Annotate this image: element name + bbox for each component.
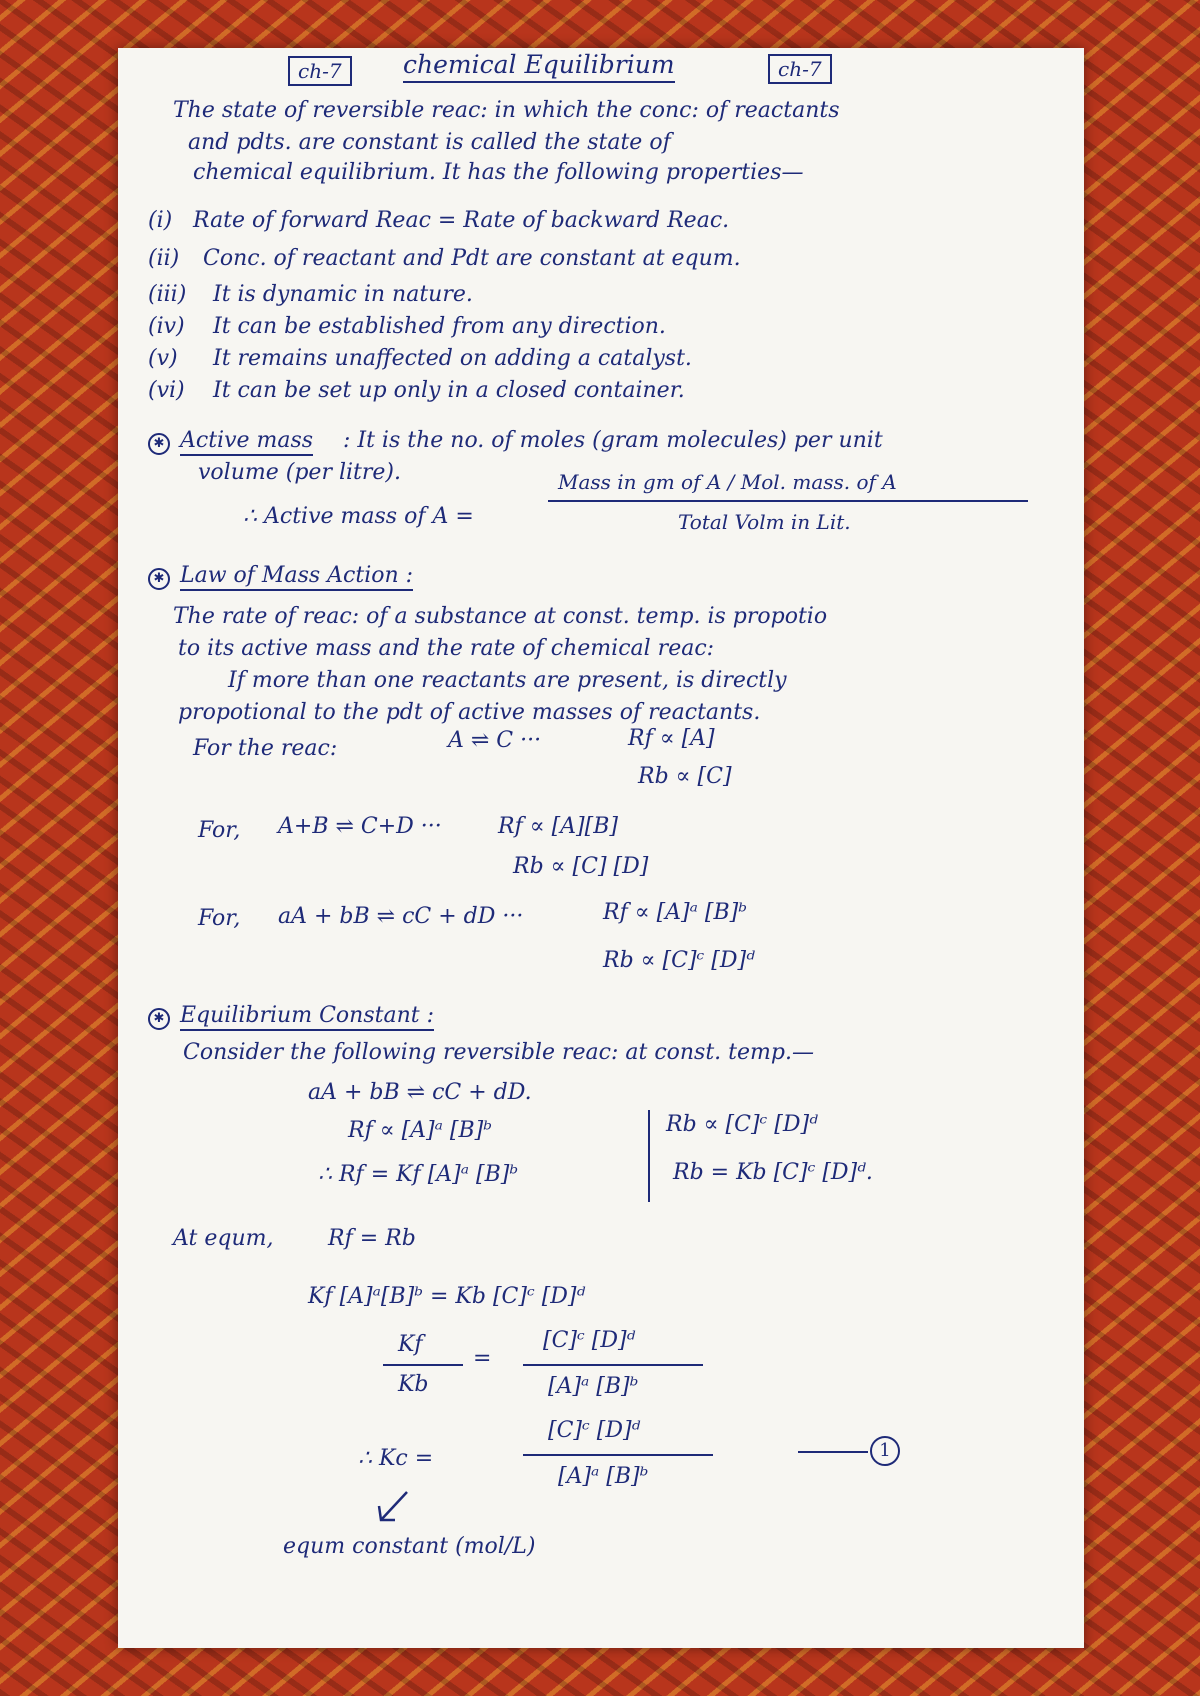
case1-rate-backward: Rb ∝ [C] (638, 764, 732, 789)
eq-const-rf-eq: ∴ Rf = Kf [A]ᵃ [B]ᵇ (318, 1162, 519, 1187)
chapter-tag-right: ch-7 (768, 54, 832, 84)
property-text: It remains unaffected on adding a catalyst. (213, 346, 692, 371)
law-line-1: The rate of reac: of a substance at const. temp. is propotio (173, 604, 828, 629)
bullet-star-icon: ✱ (148, 433, 170, 455)
kc-label: ∴ Kc = (358, 1446, 434, 1471)
case3-rate-forward: Rf ∝ [A]ᵃ [B]ᵇ (603, 900, 748, 925)
active-mass-denominator: Total Volm in Lit. (678, 510, 851, 534)
kb-denominator: Kb (398, 1372, 429, 1397)
kc-numerator: [C]ᶜ [D]ᵈ (548, 1418, 641, 1443)
property-text: Rate of forward Reac = Rate of backward Reac. (193, 208, 730, 233)
equation-number: 1 (870, 1436, 900, 1466)
case3-equation: aA + bB ⇌ cC + dD ··· (278, 904, 524, 929)
fraction-bar (523, 1454, 713, 1456)
kf-kb-equation: Kf [A]ᵃ[B]ᵇ = Kb [C]ᶜ [D]ᵈ (308, 1284, 586, 1309)
property-num: (v) (148, 346, 178, 371)
eq-const-rb-prop: Rb ∝ [C]ᶜ [D]ᵈ (666, 1112, 818, 1137)
ratio-numerator: [C]ᶜ [D]ᵈ (543, 1328, 636, 1353)
property-text: It is dynamic in nature. (213, 282, 473, 307)
case1-rate-forward: Rf ∝ [A] (628, 726, 715, 751)
kc-note: equm constant (mol/L) (283, 1534, 536, 1559)
at-equilibrium-label: At equm, (173, 1226, 274, 1251)
property-num: (i) (148, 208, 173, 233)
case3-rate-backward: Rb ∝ [C]ᶜ [D]ᵈ (603, 948, 755, 973)
kf-numerator: Kf (398, 1332, 423, 1357)
equation-number-line (798, 1451, 868, 1453)
case1-equation: A ⇌ C ··· (448, 728, 542, 753)
law-line-4: propotional to the pdt of active masses of reactants. (178, 700, 761, 725)
fraction-bar (523, 1364, 703, 1366)
case2-equation: A+B ⇌ C+D ··· (278, 814, 442, 839)
case2-rate-backward: Rb ∝ [C] [D] (513, 854, 649, 879)
eq-const-rb-eq: Rb = Kb [C]ᶜ [D]ᵈ. (673, 1160, 873, 1185)
property-text: It can be set up only in a closed container. (213, 378, 685, 403)
eq-const-intro: Consider the following reversible reac: at const. temp.— (183, 1040, 814, 1065)
fraction-bar (548, 500, 1028, 502)
eq-const-heading: ✱ Equilibrium Constant : (148, 1003, 434, 1030)
case2-label: For, (198, 818, 241, 843)
active-mass-heading: ✱ Active mass (148, 428, 313, 455)
divider-line (648, 1110, 650, 1202)
page-title: chemical Equilibrium (403, 50, 675, 83)
law-line-2: to its active mass and the rate of chemical reac: (178, 636, 715, 661)
arrow-down-left-icon (373, 1488, 413, 1528)
eq-const-reaction: aA + bB ⇌ cC + dD. (308, 1080, 532, 1105)
property-num: (iv) (148, 314, 185, 339)
notebook-page (118, 48, 1084, 1648)
active-mass-def-2: volume (per litre). (198, 460, 401, 485)
case2-rate-forward: Rf ∝ [A][B] (498, 814, 618, 839)
intro-line-1: The state of reversible reac: in which the conc: of reactants (173, 98, 840, 123)
bullet-star-icon: ✱ (148, 1008, 170, 1030)
bullet-star-icon: ✱ (148, 568, 170, 590)
law-heading: ✱ Law of Mass Action : (148, 563, 413, 590)
fraction-bar (383, 1364, 463, 1366)
rf-equals-rb: Rf = Rb (328, 1226, 416, 1251)
property-text: It can be established from any direction. (213, 314, 666, 339)
property-num: (iii) (148, 282, 187, 307)
equals-sign: = (473, 1346, 492, 1371)
intro-line-2: and pdts. are constant is called the state of (188, 130, 671, 155)
ratio-denominator: [A]ᵃ [B]ᵇ (548, 1374, 639, 1399)
law-line-3: If more than one reactants are present, is directly (228, 668, 787, 693)
intro-line-3: chemical equilibrium. It has the following properties— (193, 160, 804, 185)
property-text: Conc. of reactant and Pdt are constant at equm. (203, 246, 741, 271)
active-mass-numerator: Mass in gm of A / Mol. mass. of A (558, 470, 897, 494)
case3-label: For, (198, 906, 241, 931)
kc-denominator: [A]ᵃ [B]ᵇ (558, 1464, 649, 1489)
property-num: (vi) (148, 378, 185, 403)
property-num: (ii) (148, 246, 180, 271)
active-mass-def-1: : It is the no. of moles (gram molecules) per unit (343, 428, 883, 453)
eq-const-rf-prop: Rf ∝ [A]ᵃ [B]ᵇ (348, 1118, 493, 1143)
case1-label: For the reac: (193, 736, 338, 761)
active-mass-formula-label: ∴ Active mass of A = (243, 504, 474, 529)
chapter-tag-left: ch-7 (288, 56, 352, 86)
